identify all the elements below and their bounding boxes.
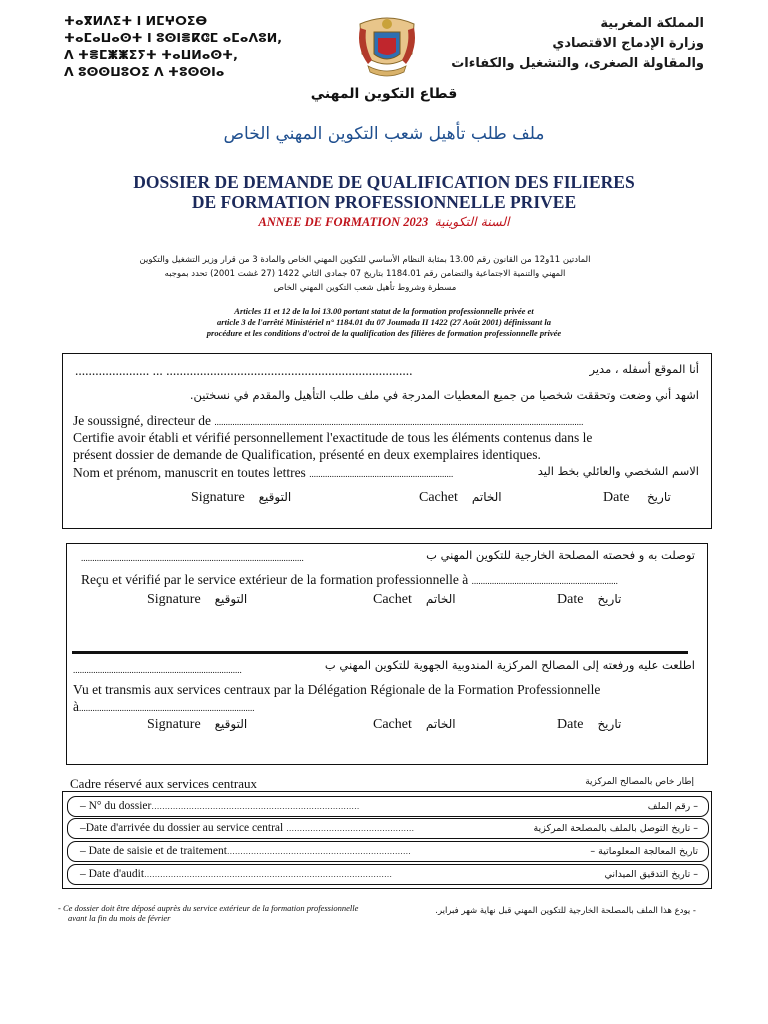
name-label: Nom et prénom, manuscrit en toutes lettres: [73, 465, 306, 480]
director-name-dots[interactable]: ...................... ... .........................................................................: [75, 363, 413, 378]
arabic-ministry-header: [434, 14, 704, 74]
row-label: –Date d'arrivée du dossier au service central …………………………………………: [80, 822, 415, 834]
date-fr: Date: [557, 717, 584, 732]
delegation-fr-line: Vu et transmis aux services centraux par la Délégation Régionale de la Formation Professionnelle: [73, 682, 601, 697]
signature-ar: التوقيع: [214, 717, 248, 731]
delegation-fr-line3: [73, 698, 255, 717]
cachet-label: [373, 717, 456, 733]
delegation-a-label: à: [73, 699, 79, 714]
delegation-ar-line: اطلعت عليه ورفعته إلى المصالح المركزية المندوبية الجهوية للتكوين المهني ب: [324, 658, 695, 672]
director-ar-line3: الاسم الشخصي والعائلي بخط اليد: [537, 464, 699, 478]
arabic-header-line: المملكة المغربية: [600, 16, 704, 31]
central-services-title-ar: إطار خاص بالمصالح المركزية: [585, 777, 694, 787]
legal-fr-line: procédure et les conditions d'octroi de la qualification des filières de formation professionnelle privée: [206, 328, 562, 338]
tifinagh-line: ⵜⴰⴳⵍⴷⵉⵜ ⵏ ⵍⵎⵖⵔⵉⴱ: [64, 13, 208, 28]
service-ar-line1: توصلت به و فحصته المصلحة الخارجية للتكوين المهني ب: [426, 548, 695, 562]
legal-reference-french: [150, 306, 618, 339]
director-ar-line2: اشهد أني وضعت وتحققت شخصيا من جميع المعطيات المدرجة في ملف طلب التأهيل والمقدم في نسختين.: [189, 388, 699, 402]
date-label: [557, 717, 621, 733]
french-title-line: DE FORMATION PROFESSIONNELLE PRIVEE: [191, 192, 577, 212]
signature-ar: التوقيع: [258, 490, 292, 504]
audit-date-row[interactable]: [67, 864, 709, 885]
service-city-dots[interactable]: ...................................................................................................: [81, 553, 304, 563]
tifinagh-line: ⵜⴰⵎⴰⵡⴰⵙⵜ ⵏ ⵓⵙⵏⴻⴽⵛⵎ ⴰⵎⴰⴷⵓⵍ,: [64, 30, 282, 45]
row-label-ar: – تاريخ التدقيق الميداني: [604, 869, 698, 880]
tifinagh-line: ⴷ ⵓⵙⵙⵡⵓⵔⵉ ⴷ ⵜⵓⵙⵙⵏⴰ: [64, 64, 225, 79]
signature-label: [191, 490, 291, 506]
french-title: [90, 172, 678, 212]
footnote-arabic: - يودع هذا الملف بالمصلحة الخارجية للتكوين المهني قبل نهاية شهر فبراير.: [435, 906, 696, 916]
row-label-ar: – تاريخ التوصل بالملف بالمصلحة المركزية: [533, 823, 698, 834]
row-label-ar: تاريخ المعالجة المعلوماتية –: [590, 846, 698, 857]
legal-ar-line: المادتين 11و12 من القانون رقم 13.00 بمثابة النظام الأساسي للتكوين المهني الخاص والمادة 3 من قرار وزير التشغيل والتكوين: [139, 255, 591, 265]
legal-ar-line: المهني والتنمية الاجتماعية والتضامن رقم 1184.01 بتاريخ 07 جمادى الثاني 1422 (27 غشت 2001) تحدد بموجبه: [164, 269, 566, 279]
cachet-label: [373, 592, 456, 608]
arabic-header-line: وزارة الإدماج الاقتصادي: [552, 36, 704, 51]
central-services-box: [62, 791, 712, 889]
service-city-field[interactable]: .................................................................: [471, 576, 618, 586]
tifinagh-ministry-header: [64, 12, 294, 80]
establishment-field[interactable]: ....................................................................................................................................................................: [214, 417, 584, 427]
delegation-city-dots[interactable]: ...........................................................................: [73, 665, 242, 675]
service-verification-box: [66, 543, 708, 765]
date-label: [603, 490, 671, 506]
cachet-label: [419, 490, 502, 506]
signature-label: [147, 592, 247, 608]
director-fr-line2: Certifie avoir établi et vérifié personnellement l'exactitude de tous les éléments contenus dans le: [73, 430, 593, 445]
footnote-fr-line: - Ce dossier doit être déposé auprès du service extérieur de la formation professionnelle: [58, 903, 359, 913]
director-fr-line4: [73, 464, 453, 483]
row-label: – Date de saisie et de traitement……………………………………………………………: [80, 845, 411, 857]
row-label: – N° du dossier……………………………………………………………………: [80, 800, 360, 812]
row-label-ar: – رقم الملف: [647, 801, 698, 812]
tifinagh-line: ⴷ ⵜⴻⵎⵥⵥⵉⵢⵜ ⵜⴰⵡⵍⴰⵙⵜ,: [64, 47, 238, 62]
cachet-ar: الخاتم: [471, 490, 502, 504]
training-year-fr: ANNEE DE FORMATION 2023: [258, 215, 429, 229]
date-fr: Date: [557, 592, 584, 607]
legal-fr-line: Articles 11 et 12 de la loi 13.00 portant statut de la formation professionnelle privée et: [234, 306, 534, 316]
signature-fr: Signature: [191, 490, 245, 505]
processing-date-row[interactable]: [67, 841, 709, 862]
director-label: Je soussigné, directeur de: [73, 413, 211, 428]
date-label: [557, 592, 621, 608]
date-ar: تاريخ: [646, 490, 671, 504]
director-certification-box: [62, 353, 712, 529]
delegation-city-field[interactable]: ..............................................................................: [79, 703, 255, 713]
arabic-header-line: والمقاولة الصغرى، والتشغيل والكفاءات: [451, 56, 704, 71]
cachet-fr: Cachet: [373, 717, 412, 732]
date-ar: تاريخ: [597, 717, 622, 731]
legal-reference-arabic: [130, 253, 600, 295]
signature-ar: التوقيع: [214, 592, 248, 606]
cachet-fr: Cachet: [419, 490, 458, 505]
director-ar-line1: أنا الموقع أسفله ، مدير: [589, 362, 699, 376]
arabic-title: ملف طلب تأهيل شعب التكوين المهني الخاص: [223, 124, 545, 144]
arrival-date-row[interactable]: [67, 818, 709, 839]
service-fr-line1: [81, 571, 618, 590]
director-fr-line3: présent dossier de demande de Qualification, présenté en deux exemplaires identiques.: [73, 447, 541, 462]
row-label: – Date d'audit…………………………………………………………………………………: [80, 868, 393, 880]
sector-label: قطاع التكوين المهني: [310, 86, 458, 102]
signature-fr: Signature: [147, 592, 201, 607]
service-received-label: Reçu et vérifié par le service extérieur de la formation professionnelle à: [81, 572, 469, 587]
cachet-ar: الخاتم: [425, 717, 456, 731]
central-services-title: Cadre réservé aux services centraux: [70, 776, 257, 791]
handwritten-name-field[interactable]: ................................................................: [309, 469, 454, 479]
footnote-fr-line: avant la fin du mois de février: [68, 913, 171, 923]
training-year-ar: السنة التكوينية: [434, 214, 510, 229]
date-fr: Date: [603, 490, 630, 505]
legal-ar-line: مسطرة وشروط تأهيل شعب التكوين المهني الخاص: [273, 283, 457, 293]
footnote-french: [58, 903, 418, 923]
training-year: [150, 214, 618, 230]
legal-fr-line: article 3 de l'arrêté Ministériel n° 1184.01 du 07 Joumada II 1422 (27 Août 2001) définissant la: [217, 317, 551, 327]
dossier-number-row[interactable]: [67, 796, 709, 817]
french-title-line: DOSSIER DE DEMANDE DE QUALIFICATION DES FILIERES: [133, 172, 635, 192]
section-divider: [72, 651, 688, 654]
signature-label: [147, 717, 247, 733]
coat-of-arms-icon: [354, 14, 420, 82]
cachet-fr: Cachet: [373, 592, 412, 607]
signature-fr: Signature: [147, 717, 201, 732]
date-ar: تاريخ: [597, 592, 622, 606]
cachet-ar: الخاتم: [425, 592, 456, 606]
